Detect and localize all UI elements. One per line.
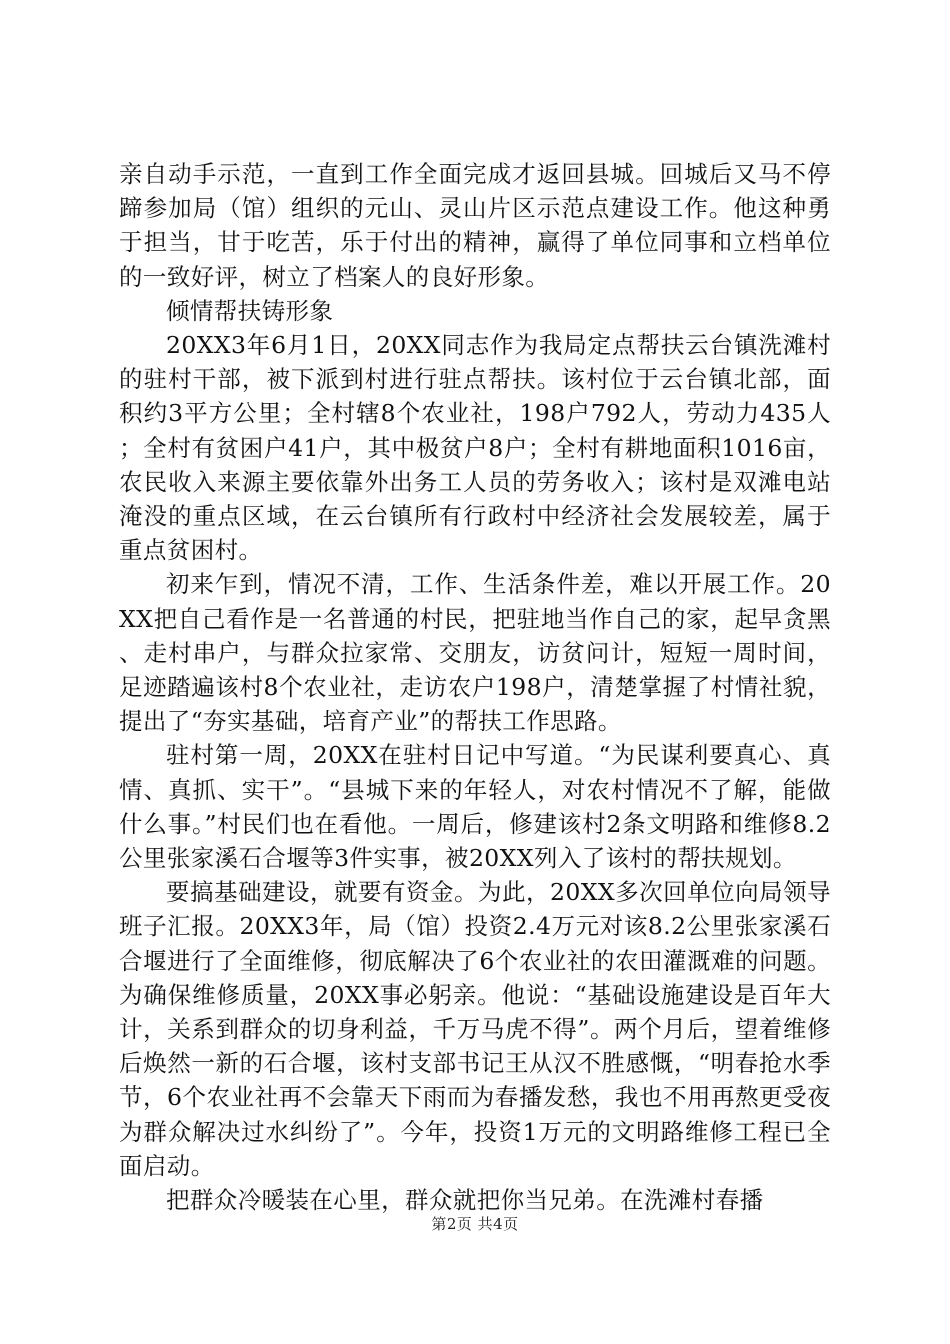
paragraph-closing: 把群众冷暖装在心里，群众就把你当兄弟。在洗滩村春播 <box>166 1186 764 1215</box>
section-heading: 倾情帮扶铸形象 <box>166 296 334 325</box>
paragraph-infrastructure: 要搞基础建设，就要有资金。为此，20XX多次回单位向局领导班子汇报。20XX3年，局（馆）投资2.4万元对该8.2公里张家溪石合堰进行了全面维修，彻底解决了6个农业社的农田灌溉难的问题。为确保维修质量，20XX事必躬亲。他说：“基础设施建设是百年大计，关系到群众的切身利益，千万马虎不得”。两个月后，望着维修后焕然一新的石合堰，该村支部书记王从汉不胜感慨，“明春抢水季节，6个农业社再不会靠天下雨而为春播发愁，我也不用再熬更受夜为群众解决过水纠纷了”。今年，投资1万元的文明路维修工程已全面启动。 <box>119 878 831 1180</box>
paragraph-continuation: 亲自动手示范，一直到工作全面完成才返回县城。回城后又马不停蹄参加局（馆）组织的元山、灵山片区示范点建设工作。他这种勇于担当，甘于吃苦，乐于付出的精神，赢得了单位同事和立档单位的一致好评，树立了档案人的良好形象。 <box>119 160 831 291</box>
page-number: 第2页 共4页 <box>431 1215 519 1233</box>
paragraph-first-week: 驻村第一周，20XX在驻村日记中写道。“为民谋利要真心、真情、真抓、实干”。“县城下来的年轻人，对农村情况不了解，能做什么事。”村民们也在看他。一周后，修建该村2条文明路和维修8.2公里张家溪石合堰等3件实事，被20XX列入了该村的帮扶规划。 <box>119 741 831 873</box>
page-footer <box>0 1214 950 1234</box>
paragraph-village-intro: 20XX3年6月1日，20XX同志作为我局定点帮扶云台镇洗滩村的驻村干部，被下派到村进行驻点帮扶。该村位于云台镇北部，面积约3平方公里；全村辖8个农业社，198户792人，劳动力435人；全村有贫困户41户，其中极贫户8户；全村有耕地面积1016亩，农民收入来源主要依靠外出务工人员的劳务收入；该村是双滩电站淹没的重点区域，在云台镇所有行政村中经济社会发展较差，属于重点贫困村。 <box>119 331 831 565</box>
paragraph-arrival: 初来乍到，情况不清，工作、生活条件差，难以开展工作。20XX把自己看作是一名普通的村民，把驻地当作自己的家，起早贪黑、走村串户，与群众拉家常、交朋友，访贫问计，短短一周时间，足迹踏遍该村8个农业社，走访农户198户，清楚掌握了村情社貌，提出了“夯实基础，培育产业”的帮扶工作思路。 <box>119 570 831 736</box>
document-body <box>119 157 831 1217</box>
